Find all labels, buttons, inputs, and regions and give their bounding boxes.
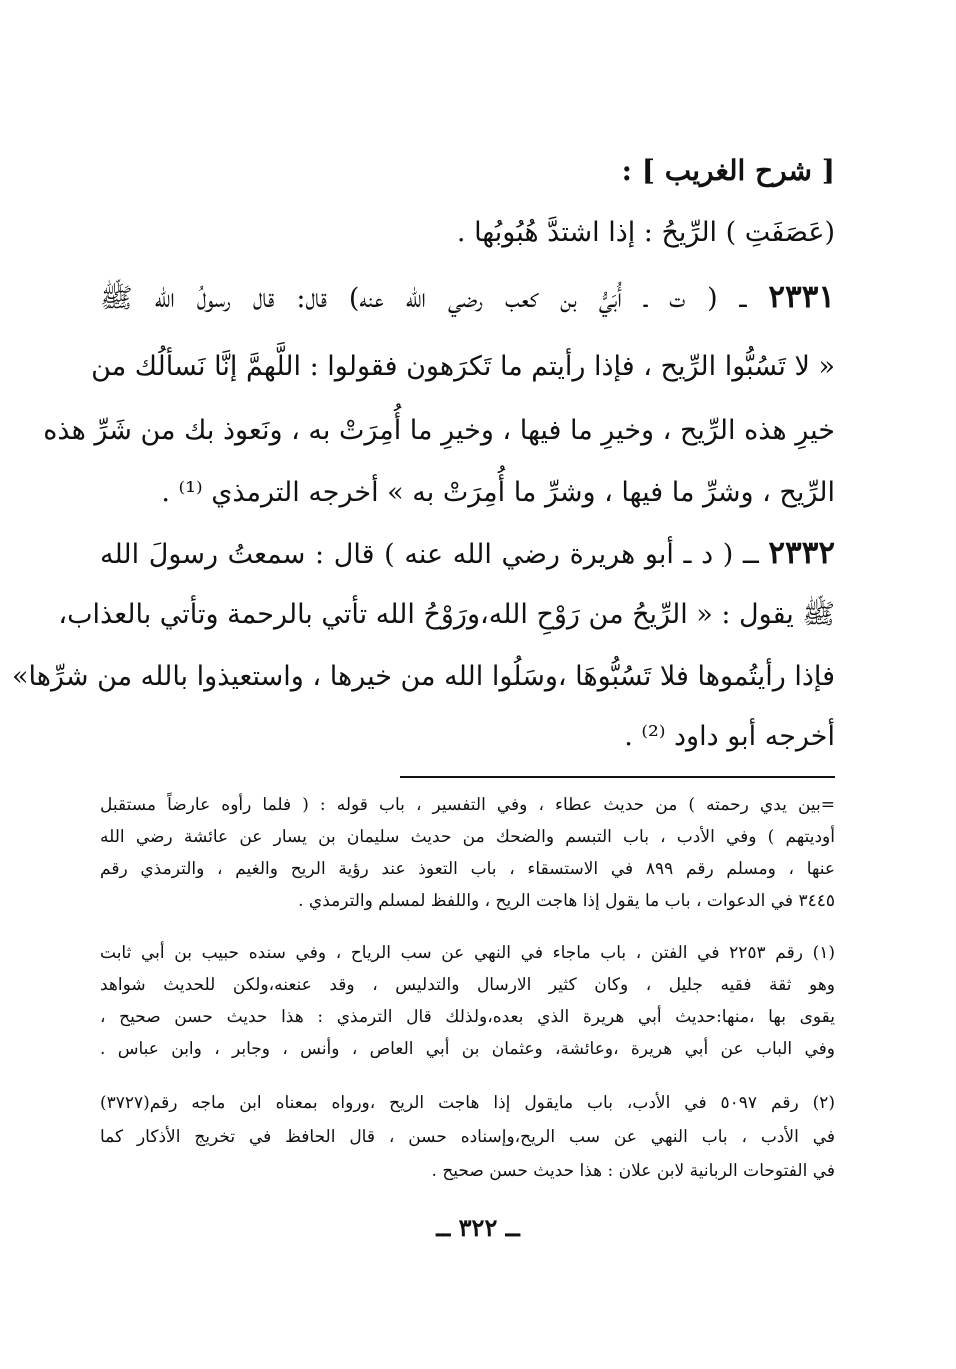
hadith-2331-line-3-text: خيرِ هذه الرِّيح ، وخيرِ ما فيها ، وخيرِ ما أُمِرَتْ به ، ونَعوذ بك من شَرِّ هذه (43, 415, 835, 446)
footnote-line-3 (100, 854, 835, 884)
footnote-line-4-text: ٣٤٤٥ في الدعوات ، باب ما يقول إذا هاجت الريح ، واللفظ لمسلم والترمذي . (298, 891, 835, 911)
footnote-line-4 (100, 886, 835, 916)
hadith-2331-line-2-text: « لا تَسُبُّوا الرِّيح ، فإذا رأيتم ما تَكرَهون فقولوا : اللَّهمَّ إنَّا نَسألُك من (91, 351, 835, 382)
footnote-line-10 (100, 1122, 835, 1152)
hadith-2331-line-4-text: الرِّيح ، وشرِّ ما فيها ، وشرِّ ما أُمِرَتْ به » أخرجه الترمذي ⁽¹⁾ . (161, 477, 835, 508)
footnote-line-3-text: عنها ، ومسلم رقم ٨٩٩ في الاستسقاء ، باب التعوذ عند رؤية الريح والغيم ، والترمذي رقم (100, 859, 835, 879)
footnote-line-6-text: وهو ثقة فقيه جليل ، وكان كثير الارسال والتدليس ، وقد عنعنه،ولكن للحديث شواهد (100, 975, 835, 995)
section-heading (100, 140, 835, 202)
hadith-2332-number: ٢٣٣٢ (768, 535, 835, 571)
footnote-line-5-text: (١) رقم ٢٢٥٣ في الفتن ، باب ماجاء في النهي عن سب الرياح ، وفي سنده حبيب بن أبي ثابت (100, 943, 836, 963)
hadith-2332-line-3 (12, 646, 835, 708)
footnote-line-11-text: في الفتوحات الربانية لابن علان : هذا حديث حسن صحيح . (431, 1161, 835, 1181)
hadith-2331-number: ٢٣٣١ (768, 279, 835, 315)
hadith-2332-line-1-text: ــ ( د ـ أبو هريرة رضي الله عنه ) قال : سمعتُ رسولَ الله (100, 539, 759, 570)
section-heading-text: [ شرح الغريب ] : (621, 154, 835, 187)
footnote-line-7-text: يقوى بها ،منها:حديث أبي هريرة الذي بعده،ولذلك قال الترمذي : هذا حديث حسن صحيح ، (100, 1007, 835, 1027)
footnote-line-9 (100, 1088, 835, 1118)
hadith-2332-line-4-text: أخرجه أبو داود ⁽²⁾ . (624, 721, 835, 752)
footnote-line-7 (100, 1002, 835, 1032)
hadith-2331-line-3 (43, 400, 835, 462)
footnote-line-10-text: في الأدب ، باب النهي عن سب الريح،وإسناده حسن ، قال الحافظ في تخريج الأذكار كما (100, 1127, 835, 1147)
footnote-line-2 (100, 822, 835, 852)
hadith-2332-line-2-text: ﷺ يقول : « الرِّيحُ من رَوْحِ الله،ورَوْحُ الله تأتي بالرحمة وتأتي بالعذاب، (58, 599, 835, 630)
footnote-line-11 (100, 1156, 835, 1186)
footnote-line-5 (100, 938, 835, 968)
footnote-line-6 (100, 970, 835, 1000)
footnote-line-1 (100, 790, 835, 820)
hadith-2331-line-4 (100, 462, 835, 524)
footnote-separator (400, 776, 835, 778)
hadith-2332-line-1 (100, 522, 835, 584)
footnote-line-9-text: (٢) رقم ٥٠٩٧ في الأدب، باب مايقول إذا هاجت الريح ،ورواه بمعناه ابن ماجه رقم(٣٧٢٧) (100, 1093, 836, 1113)
gloss-line (100, 202, 835, 264)
page-number: ــ ٣٢٢ ــ (436, 1213, 520, 1242)
footnote-line-1-text: =بين يدي رحمته ) من حديث عطاء ، وفي التفسير ، باب قوله : ( فلما رأوه عارضاً مستقبل (100, 795, 835, 815)
hadith-2331-line-1 (100, 266, 835, 328)
footnote-line-8-text: وفي الباب عن أبي هريرة ،وعائشة، وعثمان بن أبي العاص ، وأنس ، وجابر ، وابن عباس . (100, 1039, 835, 1059)
hadith-2332-line-2 (58, 584, 835, 646)
hadith-2331-line-2 (91, 336, 835, 398)
hadith-2332-line-3-text: فإذا رأيتُموها فلا تَسُبُّوهَا ،وسَلُوا الله من خيرها ، واستعيذوا بالله من شرِّها» (12, 661, 835, 692)
footnote-line-8 (100, 1034, 835, 1064)
hadith-2331-line-1-text: ــ ( ت ـ أُبَيُّ بن كعب رضي الله عنه) قال: قال رسولُ الله ﷺ (100, 283, 747, 314)
footnote-line-2-text: أوديتهم ) وفي الأدب ، باب التبسم والضحك من حديث سليمان بن يسار عن عائشة رضي الله (100, 827, 835, 847)
hadith-2332-line-4 (100, 706, 835, 768)
gloss-text: (عَصَفَتِ ) الرِّيحُ : إذا اشتدَّ هُبُوبُها . (456, 217, 835, 248)
